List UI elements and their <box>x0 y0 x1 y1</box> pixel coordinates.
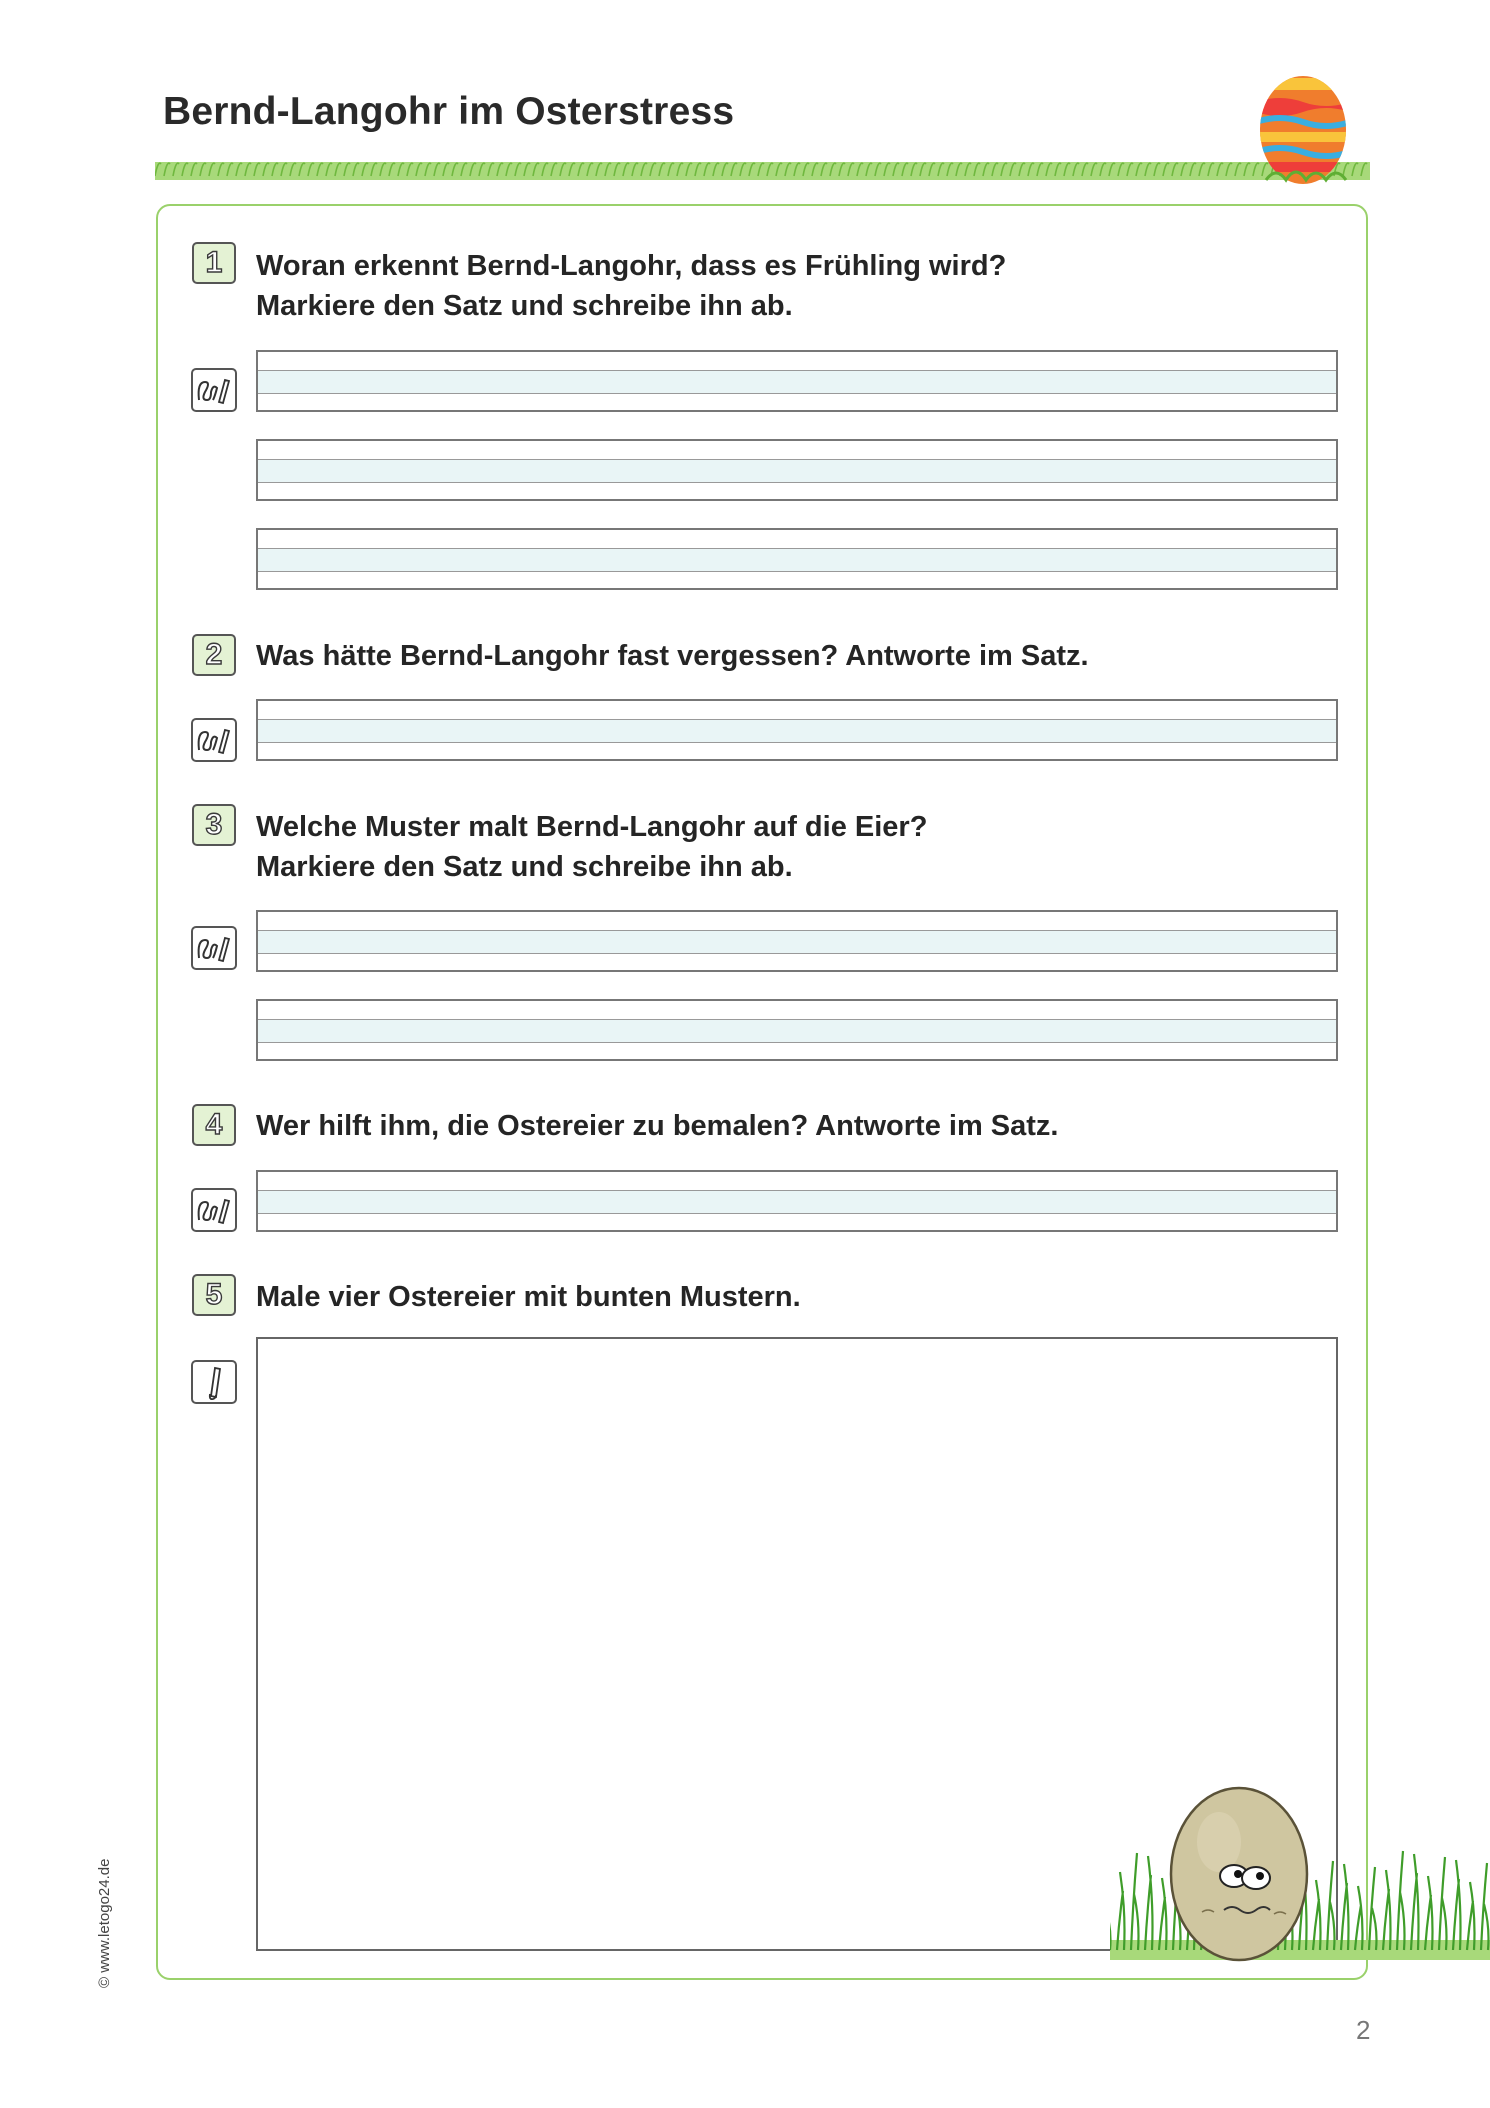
task-question-line: Markiere den Satz und schreibe ihn ab. <box>256 290 793 322</box>
task-number-badge: 3 <box>192 804 236 846</box>
pen-writing-icon <box>191 1188 237 1232</box>
task-question-line: Was hätte Bernd-Langohr fast vergessen? Antworte im Satz. <box>256 640 1089 672</box>
task-question-line: Welche Muster malt Bernd-Langohr auf die Eier? <box>256 811 928 843</box>
task-question <box>256 807 927 887</box>
page-number: 2 <box>1356 2015 1371 2045</box>
page-title: Bernd-Langohr im Osterstress <box>163 90 735 133</box>
task-question-line: Markiere den Satz und schreibe ihn ab. <box>256 851 793 883</box>
pen-writing-icon <box>191 718 237 762</box>
pen-writing-icon <box>191 368 237 412</box>
paintbrush-icon <box>191 1360 237 1404</box>
task-number-badge: 4 <box>192 1104 236 1146</box>
copyright-notice: © www.letogo24.de <box>96 1858 113 1988</box>
grass-decoration-top <box>155 140 1370 180</box>
task-question <box>256 636 1089 676</box>
task-number-badge: 5 <box>192 1274 236 1316</box>
task-number-badge: 1 <box>192 242 236 284</box>
answer-writing-line[interactable] <box>256 528 1338 590</box>
task-question <box>256 246 1006 326</box>
answer-writing-line[interactable] <box>256 999 1338 1061</box>
task-question-line: Wer hilft ihm, die Ostereier zu bemalen? Antworte im Satz. <box>256 1110 1059 1142</box>
answer-writing-line[interactable] <box>256 439 1338 501</box>
pen-writing-icon <box>191 926 237 970</box>
task-question <box>256 1277 801 1317</box>
task-number-badge: 2 <box>192 634 236 676</box>
task-question <box>256 1106 1058 1146</box>
task-question-line: Male vier Ostereier mit bunten Mustern. <box>256 1281 801 1313</box>
answer-writing-line[interactable] <box>256 350 1338 412</box>
answer-writing-line[interactable] <box>256 1170 1338 1232</box>
answer-writing-line[interactable] <box>256 910 1338 972</box>
task-question-line: Woran erkennt Bernd-Langohr, dass es Frühling wird? <box>256 250 1007 282</box>
easter-egg-icon <box>1256 68 1350 186</box>
egg-character-illustration <box>1164 1762 1314 1962</box>
answer-writing-line[interactable] <box>256 699 1338 761</box>
